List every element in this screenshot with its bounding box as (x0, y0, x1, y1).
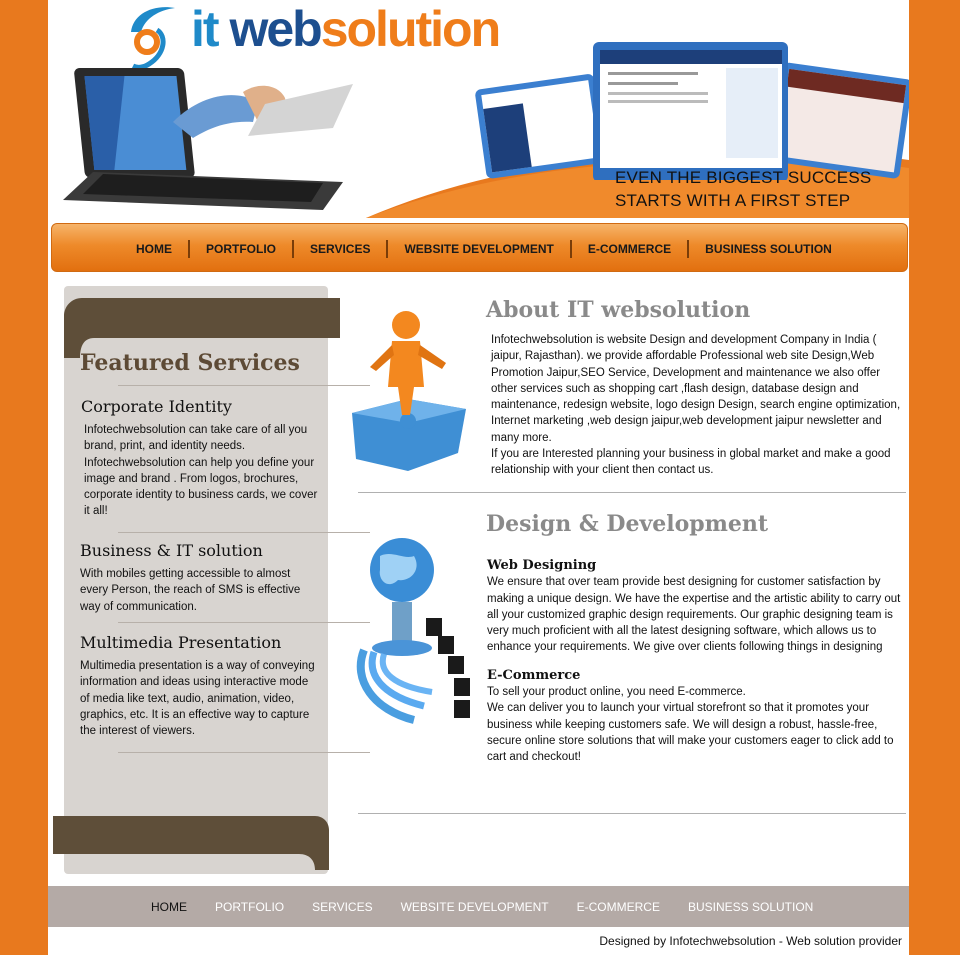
about-paragraph-2: If you are Interested planning your business in global market and make a good relationship with your client then contact us. (491, 448, 891, 477)
design-title: Design & Development (486, 511, 769, 537)
service-description: Multimedia presentation is a way of conveying information and ideas using interactive mode of media like text, audio, animation, video, graphics, etc. It is an effective way to capture the interest of viewers. (80, 660, 315, 738)
footer-nav-item (577, 898, 688, 916)
service-description: With mobiles getting accessible to almost every Person, the reach of SMS is effective way of communication. (80, 568, 301, 613)
footer-nav-item (401, 898, 577, 916)
footer-link-ecommerce[interactable]: E-COMMERCE (576, 899, 660, 914)
footer-nav-item (215, 898, 312, 916)
logo-web: web (229, 1, 321, 57)
service-title: Business & IT solution (80, 541, 263, 560)
nav-link-website-development[interactable]: WEBSITE DEVELOPMENT (404, 241, 554, 256)
footer-nav-item (312, 898, 400, 916)
service-business-it (80, 541, 320, 615)
sidebar-bottom-ribbon (53, 816, 331, 876)
footer-link-business-solution[interactable]: BUSINESS SOLUTION (687, 899, 814, 914)
nav-link-ecommerce[interactable]: E-COMMERCE (587, 241, 672, 256)
page (48, 0, 909, 955)
nav-link-portfolio[interactable]: PORTFOLIO (206, 241, 276, 256)
sidebar-divider (118, 622, 370, 623)
footer-nav-list (151, 886, 841, 927)
service-title: Corporate Identity (81, 397, 232, 416)
logo-it: it (191, 1, 218, 57)
tagline-line-1: EVEN THE BIGGEST SUCCESS (615, 168, 872, 187)
footer-credit: Designed by Infotechwebsolution - Web solution provider (599, 934, 902, 948)
ecommerce-text-2: We can deliver you to launch your virtual storefront so that it promotes your business while keeping customers safe. We will design a robust, hassle-free, secure online store solutions that will make your customers eager to click add to cart and checkout! (487, 702, 894, 764)
sidebar-divider (118, 385, 370, 386)
nav-item-portfolio (190, 240, 294, 258)
about-paragraph-1: Infotechwebsolution is website Design and development Company in India ( jaipur, Rajasthan). we provide affordable Professional web site Design,Web Promotion Jaipur,SEO Service, Development and maintenance we also offer other services such as shopping cart ,flash design, database design and maintenance, redesign website, logo design Design, search engine optimization, Internet marketing ,web design jaipur,web development jaipur newsletter and many more. (491, 334, 901, 444)
design-content (487, 558, 901, 766)
logo-mark-icon (123, 2, 183, 70)
sidebar-divider (118, 752, 370, 753)
content-divider (358, 813, 906, 814)
service-multimedia (80, 633, 320, 739)
nav-link-services[interactable]: SERVICES (310, 241, 371, 256)
laptop-hand-image (53, 62, 393, 218)
header-tagline (615, 166, 871, 212)
about-text (491, 332, 901, 479)
footer-link-home[interactable]: HOME (151, 899, 187, 914)
nav-item-business-solution (689, 242, 848, 256)
service-description: Infotechwebsolution can take care of all you brand, print, and identity needs. Infotechwebsolution can help you define your image and brand . From logos, brochures, corporate identity to business cards, we cover it all! (84, 424, 318, 518)
puzzle-figure-image (348, 303, 470, 473)
logo-solution: solution (320, 1, 500, 57)
footer-nav-item (151, 898, 215, 916)
service-corporate-identity (81, 397, 321, 520)
website-screens-image (468, 30, 909, 180)
footer-link-portfolio[interactable]: PORTFOLIO (215, 899, 285, 914)
featured-services-title: Featured Services (80, 350, 300, 376)
sidebar-divider (118, 532, 370, 533)
site-logo[interactable] (123, 2, 518, 70)
ecommerce-text-1: To sell your product online, you need E-commerce. (487, 686, 746, 699)
footer-link-website-development[interactable]: WEBSITE DEVELOPMENT (400, 899, 549, 914)
main-navigation (51, 223, 908, 272)
nav-item-website-development (388, 240, 571, 258)
nav-link-business-solution[interactable]: BUSINESS SOLUTION (705, 241, 832, 256)
nav-link-home[interactable]: HOME (136, 241, 172, 256)
footer-link-services[interactable]: SERVICES (312, 899, 373, 914)
web-designing-heading: Web Designing (487, 558, 597, 573)
footer-navigation (48, 886, 909, 927)
footer-nav-item (688, 898, 841, 916)
service-title: Multimedia Presentation (80, 633, 282, 652)
main-nav-list (120, 224, 848, 273)
nav-item-services (294, 240, 388, 258)
nav-item-ecommerce (572, 240, 689, 258)
logo-wordmark (191, 0, 499, 58)
web-designing-text: We ensure that over team provide best designing for customer satisfaction by making a unique design. We have the expertise and the artistic ability to carry out all your customized graphic design requirements. Our graphic designing team is very much proficient with all the latest designing software, which allows us to enhance your requirements. We give over clients following things in designing (487, 576, 901, 654)
about-title: About IT websolution (486, 297, 751, 323)
nav-item-home (120, 240, 190, 258)
header-banner (48, 0, 909, 218)
sidebar-top-ribbon (64, 298, 342, 358)
tagline-line-2: STARTS WITH A FIRST STEP (615, 191, 851, 210)
content-divider (358, 492, 906, 493)
ecommerce-heading: E-Commerce (487, 667, 581, 683)
globe-network-image (344, 530, 479, 730)
